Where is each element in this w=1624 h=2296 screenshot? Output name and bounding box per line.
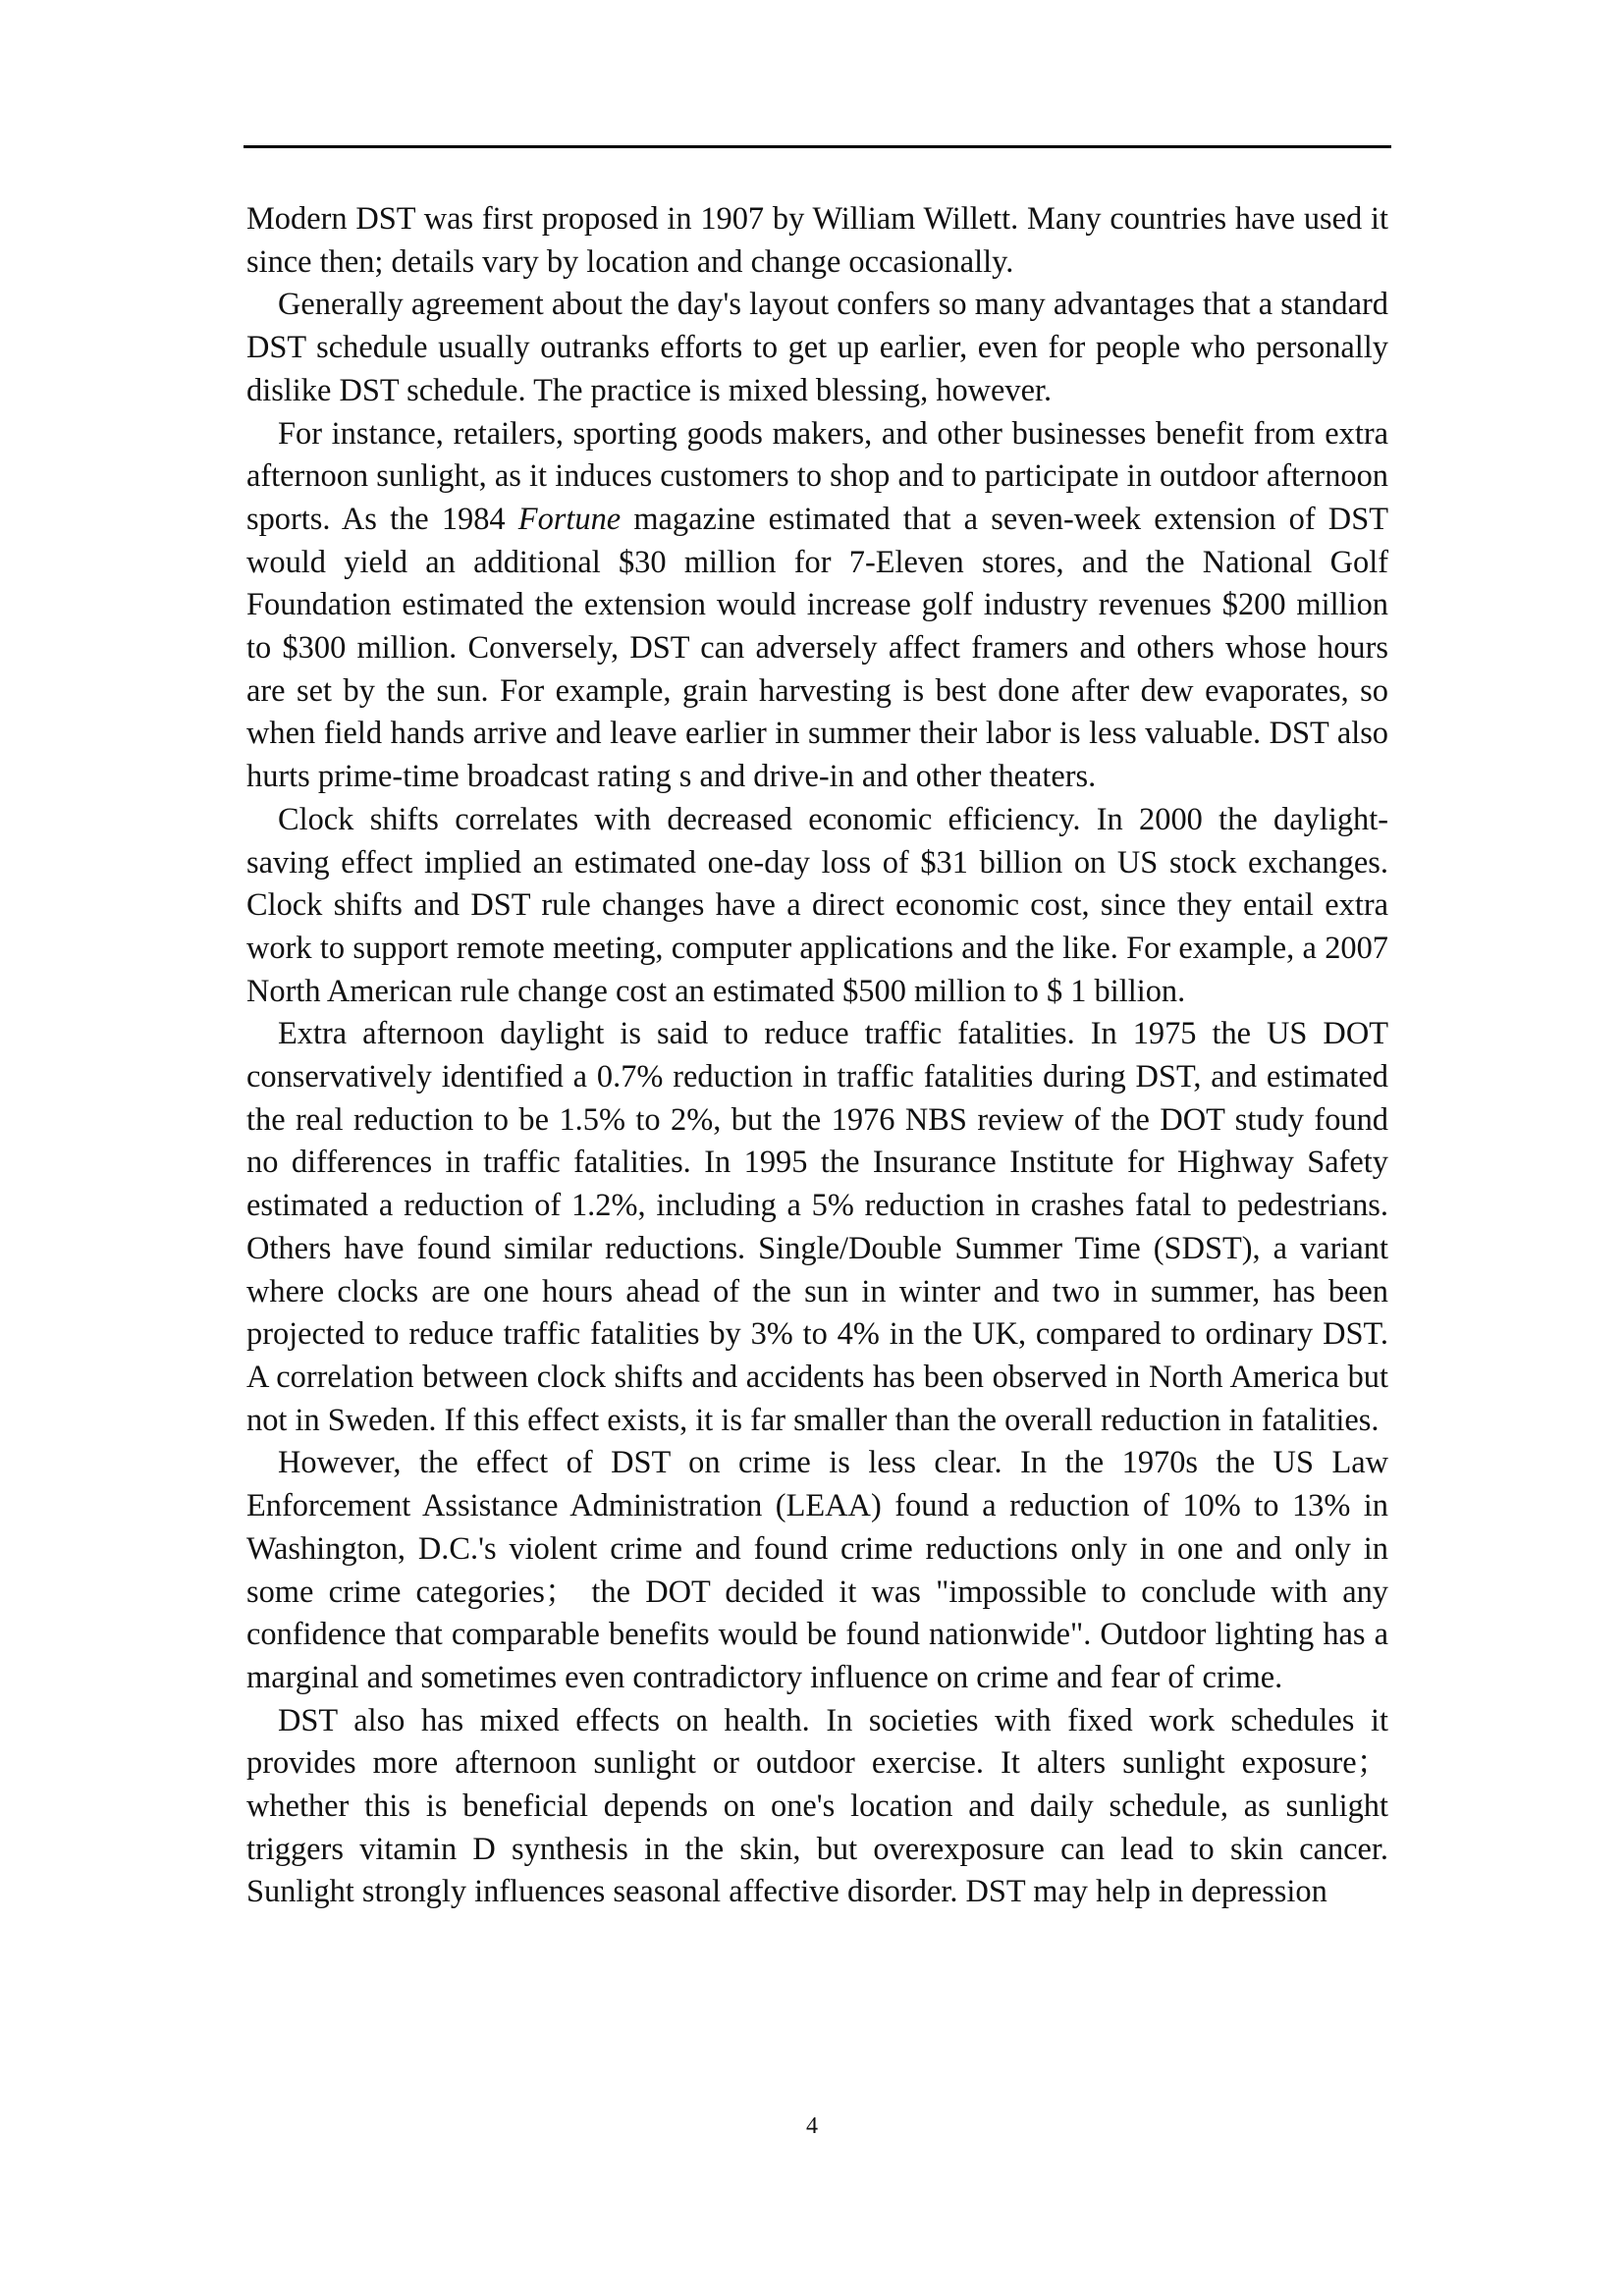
header-rule xyxy=(244,145,1391,148)
page-number: 4 xyxy=(806,2113,818,2139)
paragraph-dst-origin: Modern DST was first proposed in 1907 by William Willett. Many countries have used it since then; details vary by location and change occasionally. xyxy=(246,201,1388,280)
document-body xyxy=(246,198,1388,1914)
magazine-title: Fortune xyxy=(517,501,622,537)
paragraph-dst-advantages: Generally agreement about the day's layout confers so many advantages that a standard DST schedule usually outranks efforts to get up earlier, even for people who personally dislike DST schedule. The practice is mixed blessing, however. xyxy=(246,287,1388,408)
paragraph-dst-health: DST also has mixed effects on health. In societies with fixed work schedules it provides more afternoon sunlight or outdoor exercise. It alters sunlight exposure； whether this is beneficial depends on one's location and daily schedule, as sunlight triggers vitamin D synthesis in the skin, but overexposure can lead to skin cancer. Sunlight strongly influences seasonal affective disorder. DST may help in depression xyxy=(246,1702,1388,1910)
paragraph-text: For instance, retailers, sporting goods makers, and other businesses benefit from extra afternoon sunlight, as it induces customers to shop and to participate in outdoor afternoon sports. As the 1984 xyxy=(246,415,1388,537)
paragraph-dst-traffic: Extra afternoon daylight is said to reduce traffic fatalities. In 1975 the US DOT conservatively identified a 0.7% reduction in traffic fatalities during DST, and estimated the real reduction to be 1.5% to 2%, but the 1976 NBS review of the DOT study found no differences in traffic fatalities. In 1995 the Insurance Institute for Highway Safety estimated a reduction of 1.2%, including a 5% reduction in crashes fatal to pedestrians. Others have found similar reductions. Single/Double Summer Time (SDST), a variant where clocks are one hours ahead of the sun in winter and two in summer, has been projected to reduce traffic fatalities by 3% to 4% in the UK, compared to ordinary DST. A correlation between clock shifts and accidents has been observed in North America but not in Sweden. If this effect exists, it is far smaller than the overall reduction in fatalities. xyxy=(246,1016,1388,1438)
paragraph-dst-economic: Clock shifts correlates with decreased economic efficiency. In 2000 the daylight-saving effect implied an estimated one-day loss of $31 billion on US stock exchanges. Clock shifts and DST rule changes have a direct economic cost, since they entail extra work to support remote meeting, computer applications and the like. For example, a 2007 North American rule change cost an estimated $500 million to $ 1 billion. xyxy=(246,801,1388,1009)
paragraph-dst-crime: However, the effect of DST on crime is less clear. In the 1970s the US Law Enforcement Assistance Administration (LEAA) found a reduction of 10% to 13% in Washington, D.C.'s violent crime and found crime reductions only in one and only in some crime categories； the DOT decided it was "impossible to conclude with any confidence that comparable benefits would be found nationwide". Outdoor lighting has a marginal and sometimes even contradictory influence on crime and fear of crime. xyxy=(246,1445,1388,1695)
paragraph-dst-business xyxy=(246,413,1388,799)
paragraph-text: magazine estimated that a seven-week extension of DST would yield an additional $30 million for 7-Eleven stores, and the National Golf Foundation estimated the extension would increase golf industry revenues $200 million to $300 million. Conversely, DST can adversely affect framers and others whose hours are set by the sun. For example, grain harvesting is best done after dew evaporates, so when field hands arrive and leave earlier in summer their labor is less valuable. DST also hurts prime-time broadcast rating s and drive-in and other theaters. xyxy=(246,501,1388,795)
